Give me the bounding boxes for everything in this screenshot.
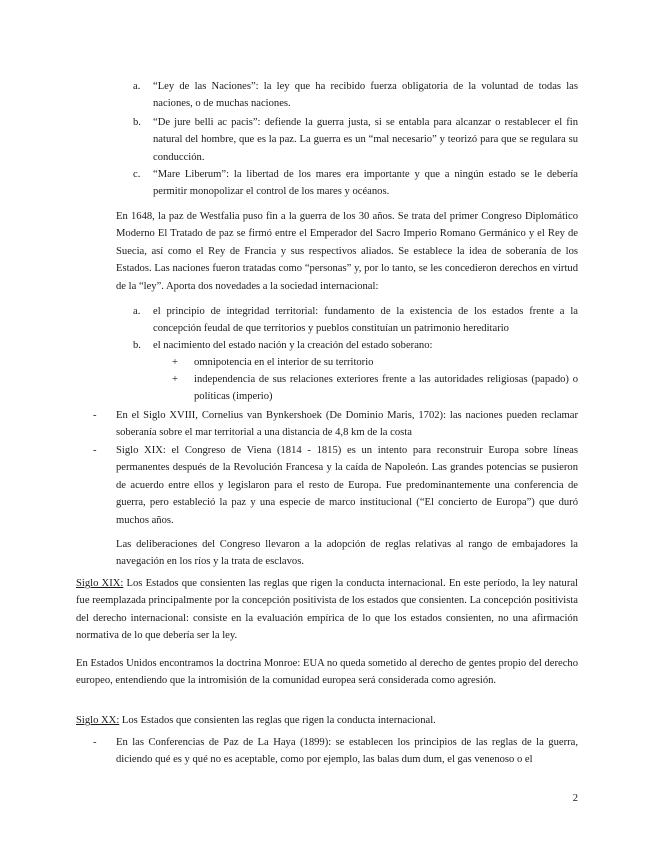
list-marker: b. [133, 340, 141, 351]
list-marker: + [172, 357, 178, 368]
list-item-text: omnipotencia en el interior de su territorio [194, 357, 374, 368]
siglo-xix-paragraph [76, 575, 578, 645]
viena-paragraph: Las deliberaciones del Congreso llevaron a la adopción de reglas relativas al rango de embajadores la navegación en los ríos y la trata de esclavos. [116, 539, 578, 568]
page-number: 2 [572, 793, 578, 804]
section-text: Los Estados que consienten las reglas que rigen la conducta internacional. En este período, la ley natural fue reemplazada principalmente por la concepción positivista de los estados que consienten. La concepción positivista del derecho internacional: consiste en la evaluación empírica de lo que los estados consienten, no una afirmación normativa de lo que debería ser la ley. [76, 578, 578, 642]
list-item [133, 166, 578, 201]
list-marker: + [172, 374, 178, 385]
list-item [93, 442, 578, 529]
list-item-text: independencia de sus relaciones exteriores frente a las autoridades religiosas (papado) o políticas (imperio) [194, 374, 578, 403]
list-item [172, 354, 578, 371]
list-item-text: “Ley de las Naciones”: la ley que ha recibido fuerza obligatoria de la voluntad de todas las naciones, o de muchas naciones. [153, 81, 578, 110]
list-marker: c. [133, 169, 141, 180]
list-item [133, 337, 578, 354]
siglo-xx-paragraph [76, 712, 578, 729]
list-item [93, 407, 578, 442]
list-item-text: En el Siglo XVIII, Cornelius van Bynkershoek (De Dominio Maris, 1702): las naciones pueden reclamar soberanía sobre el mar territorial a una distancia de 4,8 km de la costa [116, 410, 578, 439]
list-marker: a. [133, 81, 141, 92]
list-item [172, 371, 578, 406]
list-item-text: el nacimiento del estado nación y la creación del estado soberano: [153, 340, 433, 351]
list-marker: - [93, 737, 97, 748]
section-text: Los Estados que consienten las reglas que rigen la conducta internacional. [119, 715, 436, 726]
list-marker: - [93, 410, 97, 421]
list-item [133, 114, 578, 166]
list-item-text: “Mare Liberum”: la libertad de los mares era importante y que a ningún estado se le debería permitir monopolizar el control de los mares y océanos. [153, 169, 578, 198]
westfalia-paragraph: En 1648, la paz de Westfalia puso fin a la guerra de los 30 años. Se trata del primer Congreso Diplomático Moderno El Tratado de paz se firmó entre el Emperador del Sacro Imperio Romano Germánico y el Rey de Suecia, así como el Rey de Francia y sus respectivos aliados. Se establece la idea de soberanía de los Estados. Las naciones fueron tratadas como “personas” y, por lo tanto, se les concedieron derechos en virtud de la “ley”. Aporta dos novedades a la sociedad internacional: [116, 211, 578, 292]
list-item [93, 734, 578, 769]
section-heading: Siglo XX: [76, 715, 120, 726]
section-heading: Siglo XIX: [76, 578, 124, 589]
list-item-text: Siglo XIX: el Congreso de Viena (1814 - 1815) es un intento para reconstruir Europa sobre líneas permanentes después de la Revolución Francesa y la caída de Napoleón. Las grandes potencias se pusieron de acuerdo entre ellos y legislaron para el resto de Europa. Fue predominantemente una conferencia de guerra, pero estableció la paz y una especie de marco institucional (“El concierto de Europa”) que duró muchos años. [116, 445, 578, 526]
list-item-text: En las Conferencias de Paz de La Haya (1899): se establecen los principios de las reglas de la guerra, diciendo qué es y qué no es aceptable, como por ejemplo, las balas dum dum, el gas venenoso o el [116, 737, 578, 766]
list-item-text: el principio de integridad territorial: fundamento de la existencia de los estados frente a la concepción feudal de que territorios y pueblos constituían un patrimonio hereditario [153, 306, 578, 335]
list-item-text: “De jure belli ac pacis”: defiende la guerra justa, si se entabla para alcanzar o restablecer el fin natural del hombre, que es la paz. La guerra es un “mal necesario” y teorizó para que se regulara su conducción. [153, 117, 578, 163]
list-item [133, 78, 578, 113]
monroe-paragraph: En Estados Unidos encontramos la doctrina Monroe: EUA no queda sometido al derecho de gentes propio del derecho europeo, entendiendo que la intromisión de la comunidad europea será considerada como agresión. [76, 658, 578, 687]
list-marker: - [93, 445, 97, 456]
list-marker: b. [133, 117, 141, 128]
list-item [133, 303, 578, 338]
list-marker: a. [133, 306, 141, 317]
